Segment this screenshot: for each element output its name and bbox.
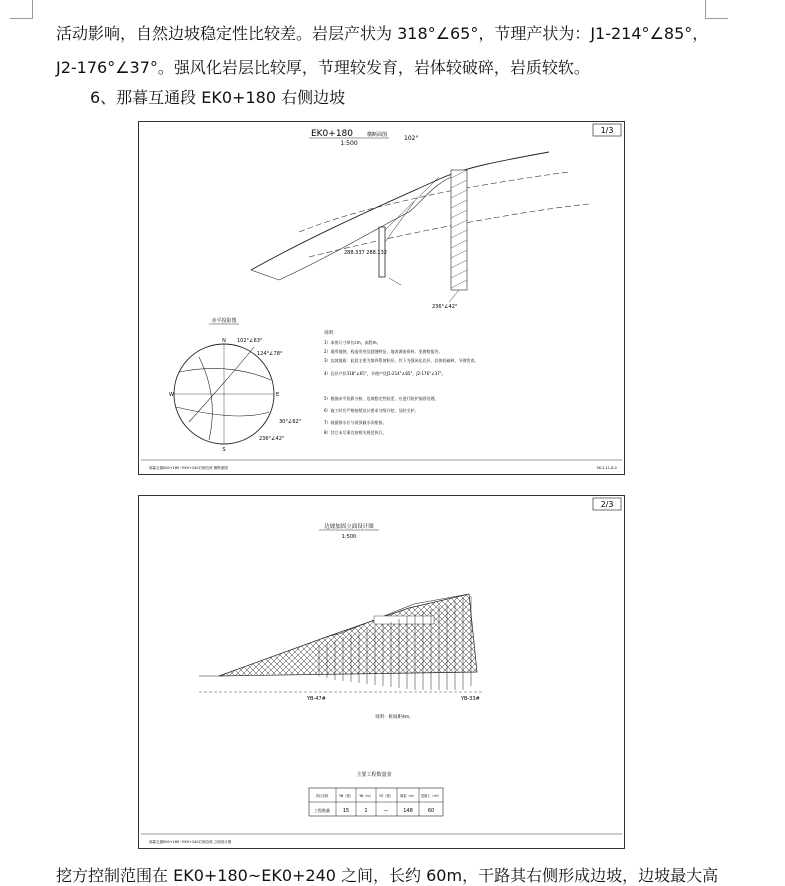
table-cell: 15	[342, 808, 350, 814]
note-line: 4）岩层产状318°∠65°，节理产状J1-214°∠85°，J2-176°∠37°。	[324, 371, 446, 376]
table-header: 混凝土（m³）	[420, 794, 442, 798]
drawing-footer: 那暮互通EK0+180~EK0+240右侧边坡 立面设计图	[149, 840, 232, 844]
stereonet-label: W	[169, 392, 174, 398]
stereonet-label: 124°∠78°	[257, 351, 283, 357]
elevation-drawing[interactable]	[138, 495, 625, 849]
angle-label: 102°	[404, 135, 419, 142]
stereonet-label: E	[276, 392, 280, 398]
pile-mark-right: YB-33#	[461, 696, 480, 702]
stereonet-label: S	[222, 447, 226, 453]
note-line: 1）本图尺寸单位cm，高程m。	[324, 340, 381, 345]
sheet-code: SK-2-11-8-2	[596, 466, 617, 470]
table-cell: —	[383, 808, 389, 814]
drawing-scale: 1:500	[340, 140, 358, 147]
page-badge: 1/3	[600, 126, 614, 135]
layer-boundary-line	[299, 172, 569, 232]
note-line: 8）其它未尽事宜按相关规范执行。	[324, 430, 387, 435]
cross-section-drawing[interactable]	[138, 121, 625, 475]
page-corner-mark-right	[705, 0, 728, 19]
drawing-scale: 1:500	[341, 534, 357, 540]
table-title: 主要工程数量表	[356, 772, 392, 778]
paragraph-line: 活动影响，自然边坡稳定性比较差。岩层产状为 318°∠65°，节理产状为：J1-214°∠85°，	[56, 24, 709, 43]
table-cell: 148	[403, 808, 413, 814]
section-heading: 6、那暮互通段 EK0+180 右侧边坡	[90, 88, 346, 107]
stereonet-label: 102°∠63°	[237, 338, 263, 344]
paragraph-line: 挖方控制范围在 EK0+180~EK0+240 之间，长约 60m，干路其右侧形成边坡，边坡最大高	[56, 866, 719, 885]
drawing-title: 边坡加固立面设计图	[324, 524, 374, 530]
dip-label: 236°∠42°	[432, 304, 458, 310]
drawing-note: 说明：桩间距4m。	[375, 715, 414, 720]
stereonet-title: 赤平投影图	[211, 318, 237, 324]
page-badge: 2/3	[600, 500, 614, 509]
table-header: YB（根）	[339, 794, 353, 798]
note-line: 3）边坡地质：此段主要为第四系坡积层，其下为强风化岩层，岩体较破碎，节理发育。	[324, 358, 479, 363]
elevation-label: 288.337 288.132	[344, 250, 387, 256]
drawing-footer: 那暮互通EK0+180~EK0+240右侧边坡 横断面图	[149, 466, 228, 470]
table-header: YB（m）	[359, 794, 373, 798]
ground-line	[251, 152, 549, 270]
notes-title: 说明：	[324, 331, 338, 336]
table-cell: 60	[427, 808, 435, 814]
stereonet-label: 30°∠62°	[279, 419, 302, 425]
note-line: 7）坡面排水应与坡顶截水沟衔接。	[324, 420, 387, 425]
table-cell: 1	[364, 808, 368, 814]
drawing-title-suffix: 横断面图	[367, 132, 388, 138]
table-header: YZ（根）	[379, 794, 393, 798]
table-header: 项目名称	[315, 794, 329, 798]
hatched-pile	[451, 170, 467, 290]
pile-mark-left: YB-47#	[307, 696, 326, 702]
note-line: 2）地形地貌，构造形迹及裂缝特征，地表调查资料，见勘察报告。	[324, 349, 443, 354]
drawing-title: EK0+180	[310, 129, 354, 139]
quantity-table	[309, 788, 443, 816]
table-header: 锚索（m）	[400, 794, 416, 798]
stereonet-label: N	[222, 338, 226, 344]
paragraph-line: J2-176°∠37°。强风化岩层比较厚，节理较发育，岩体较破碎，岩质较软。	[56, 58, 590, 77]
table-cell: 工程数量	[314, 808, 330, 813]
note-line: 5）根据赤平投影分析，边坡稳定性较差，应进行防护加固处理。	[324, 396, 439, 401]
note-line: 6）施工时应严格按照设计要求分级开挖，及时支护。	[324, 408, 419, 413]
slope-face	[219, 594, 477, 676]
stereonet-label: 236°∠42°	[259, 436, 285, 442]
page-corner-mark-left	[10, 0, 33, 19]
